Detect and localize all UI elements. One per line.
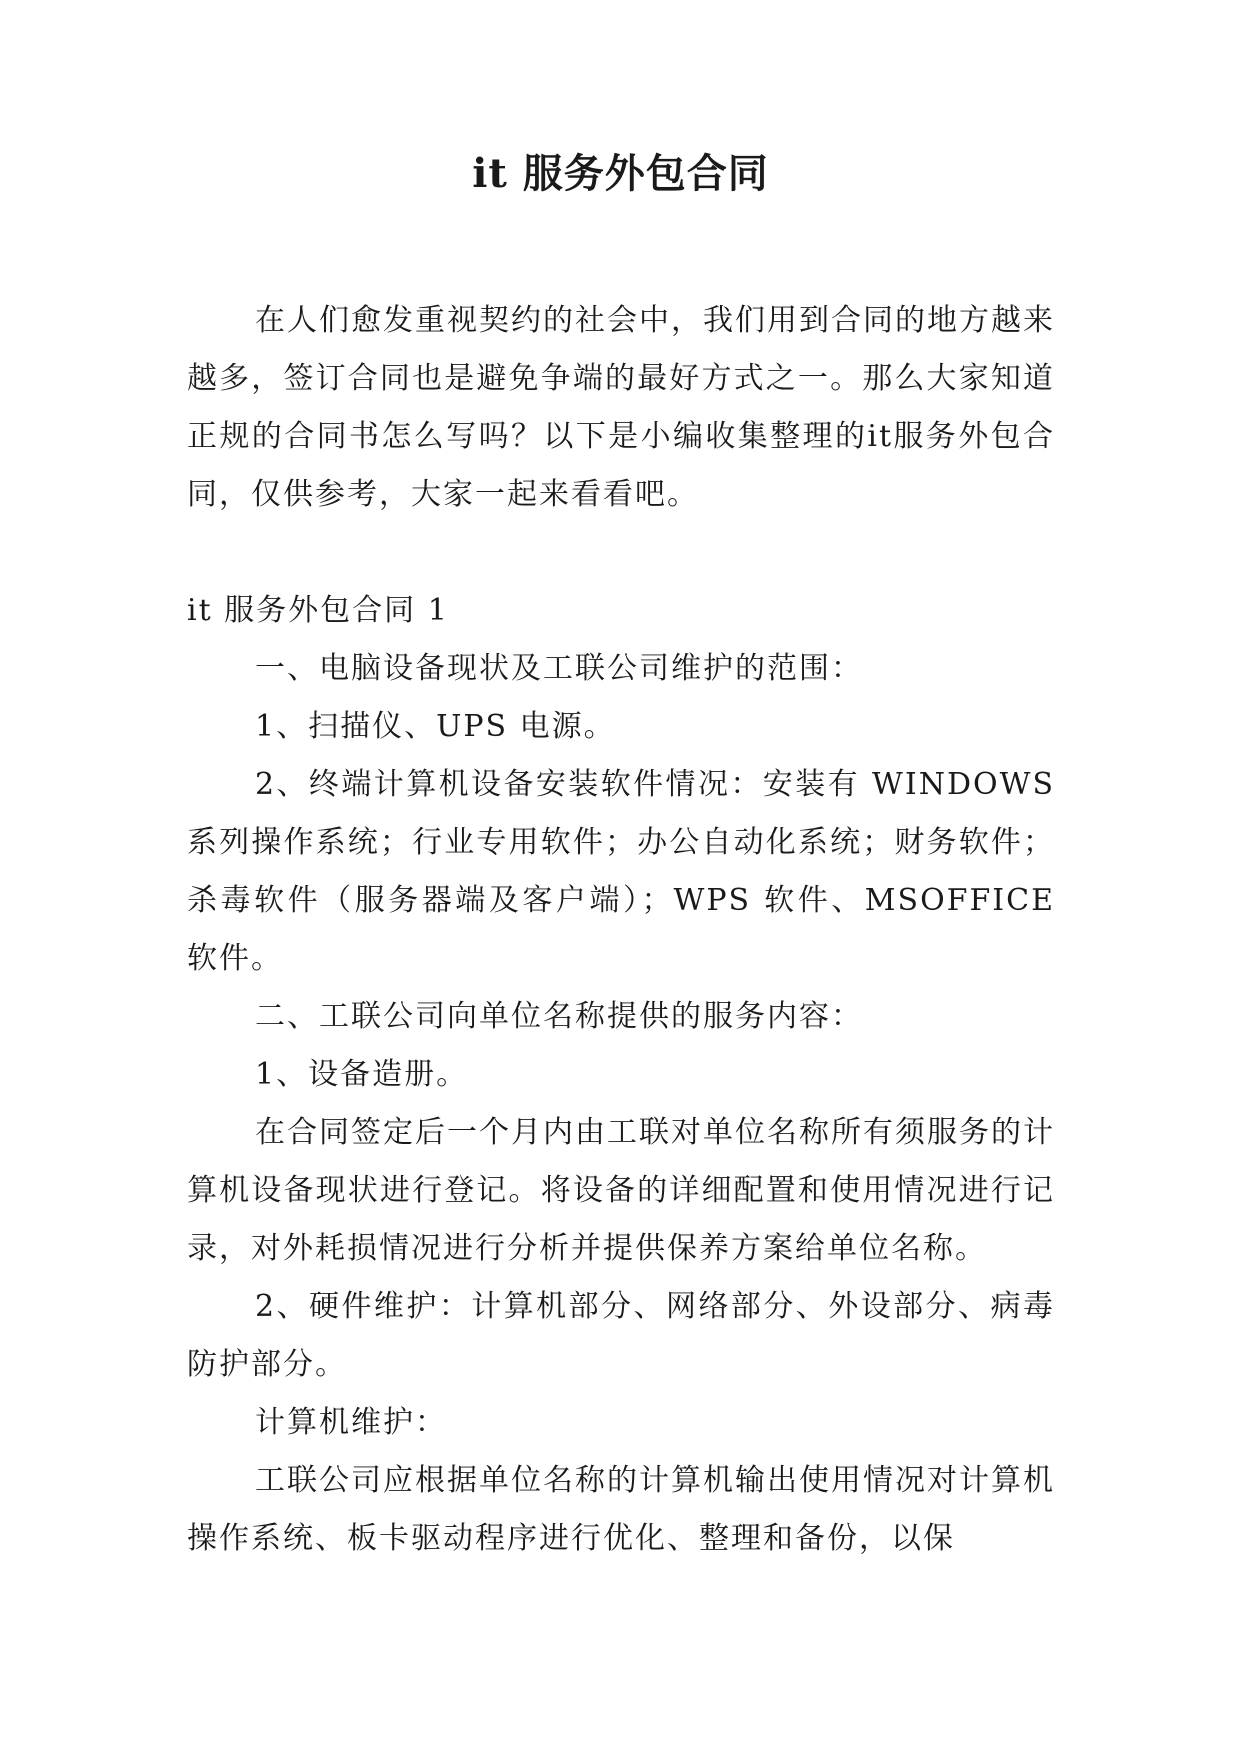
paragraph-optimization: 工联公司应根据单位名称的计算机输出使用情况对计算机操作系统、板卡驱动程序进行优化、整理和备份，以保 bbox=[187, 1463, 1055, 1556]
paragraph-registration: 1、设备造册。 bbox=[255, 1057, 469, 1092]
paragraph-computer-maintenance: 计算机维护： bbox=[255, 1405, 447, 1440]
paragraph-scope-heading: 一、电脑设备现状及工联公司维护的范围： bbox=[255, 651, 863, 686]
section-heading: it 服务外包合同 1 bbox=[187, 593, 449, 628]
paragraph-services-heading: 二、工联公司向单位名称提供的服务内容： bbox=[255, 999, 863, 1034]
paragraph-scanner-ups: 1、扫描仪、UPS 电源。 bbox=[255, 709, 616, 744]
paragraph-software: 2、终端计算机设备安装软件情况：安装有 WINDOWS 系列操作系统；行业专用软件；办公自动化系统；财务软件；杀毒软件（服务器端及客户端）；WPS 软件、MSOFFICE 软件。 bbox=[187, 767, 1055, 976]
paragraph-hardware: 2、硬件维护：计算机部分、网络部分、外设部分、病毒防护部分。 bbox=[187, 1289, 1055, 1382]
document-body bbox=[187, 292, 1055, 1568]
paragraph-registration-detail: 在合同签定后一个月内由工联对单位名称所有须服务的计算机设备现状进行登记。将设备的详细配置和使用情况进行记录，对外耗损情况进行分析并提供保养方案给单位名称。 bbox=[187, 1115, 1055, 1266]
document-title: it 服务外包合同 bbox=[472, 150, 769, 197]
intro-paragraph: 在人们愈发重视契约的社会中，我们用到合同的地方越来越多，签订合同也是避免争端的最好方式之一。那么大家知道正规的合同书怎么写吗？以下是小编收集整理的it服务外包合同，仅供参考，大家一起来看看吧。 bbox=[187, 303, 1055, 512]
